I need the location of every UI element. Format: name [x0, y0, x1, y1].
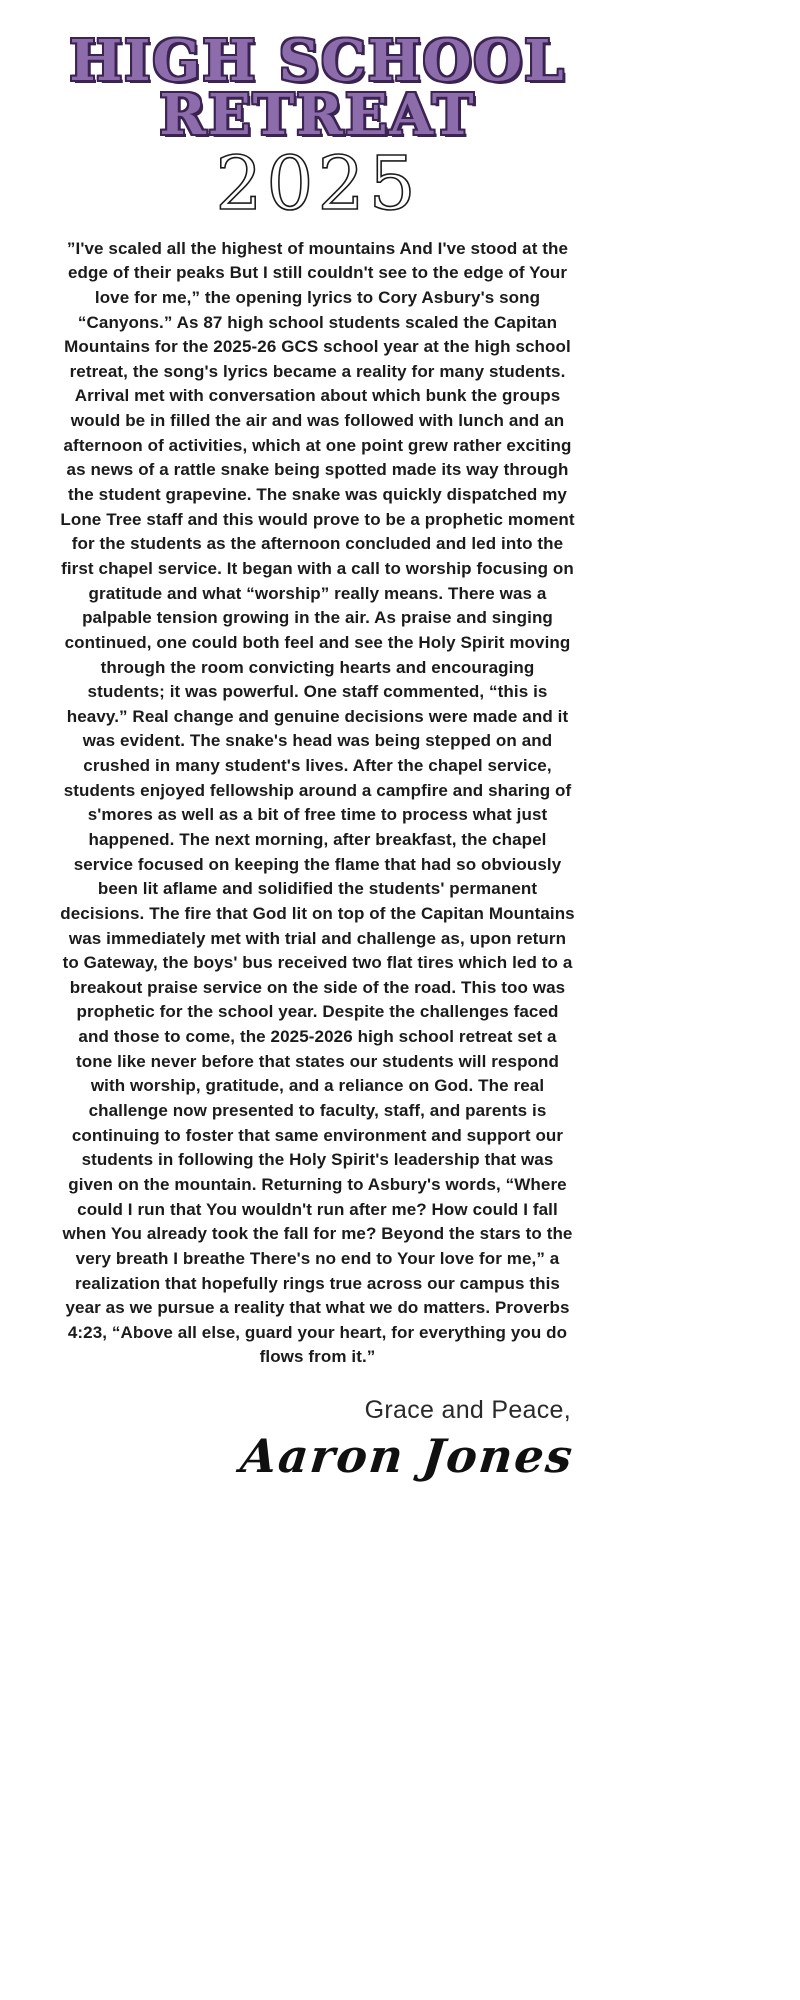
article-body: ”I've scaled all the highest of mountains And I've stood at the edge of their peaks But I still couldn't see to the edge of Your love for me,” the opening lyrics to Cory Asbury's song “Canyons.” As 87 high school students scaled the Capitan Mountains for the 2025-26 GCS school year at the high school retreat, the song's lyrics became a reality for many students. Arrival met with conversation about which bunk the groups would be in filled the air and was followed with lunch and an afternoon of activities, which at one point grew rather exciting as news of a rattle snake being spotted made its way through the student grapevine. The snake was quickly dispatched my Lone Tree staff and this would prove to be a prophetic moment for the students as the afternoon concluded and led into the first chapel service. It began with a call to worship focusing on gratitude and what “worship” really means. There was a palpable tension growing in the air. As praise and singing continued, one could both feel and see the Holy Spirit moving through the room convicting hearts and encouraging students; it was powerful. One staff commented, “this is heavy.” Real change and genuine decisions were made and it was evident. The snake's head was being stepped on and crushed in many student's lives. After the chapel service, students enjoyed fellowship around a campfire and sharing of s'mores as well as a bit of free time to process what just happened. The next morning, after breakfast, the chapel service focused on keeping the flame that had so obviously been lit aflame and solidified the students' permanent decisions. The fire that God lit on top of the Capitan Mountains was immediately met with trial and challenge as, upon return to Gateway, the boys' bus received two flat tires which led to a breakout praise service on the side of the road. This too was prophetic for the school year. Despite the challenges faced and those to come, the 2025-2026 high school retreat set a tone like never before that states our students will respond with worship, gratitude, and a reliance on God. The real challenge now presented to faculty, staff, and parents is continuing to foster that same environment and support our students in following the Holy Spirit's leadership that was given on the mountain. Returning to Asbury's words, “Where could I run that You wouldn't run after me? How could I fall when You already took the fall for me? Beyond the stars to the very breath I breathe There's no end to Your love for me,” a realization that hopefully rings true across our campus this year as we pursue a reality that what we do matters. Proverbs 4:23, “Above all else, guard your heart, for everything you do flows from it.”	[60, 238, 575, 1367]
signature: Aaron Jones	[238, 1429, 577, 1484]
content-column	[60, 0, 575, 1483]
signature-block	[60, 1396, 575, 1483]
closing-text: Grace and Peace,	[364, 1396, 571, 1425]
retreat-title-line1: HIGH SCHOOL	[69, 28, 566, 94]
retreat-title-line2: RETREAT	[159, 82, 476, 149]
retreat-title	[60, 28, 575, 149]
year-heading: 2025	[215, 140, 420, 227]
